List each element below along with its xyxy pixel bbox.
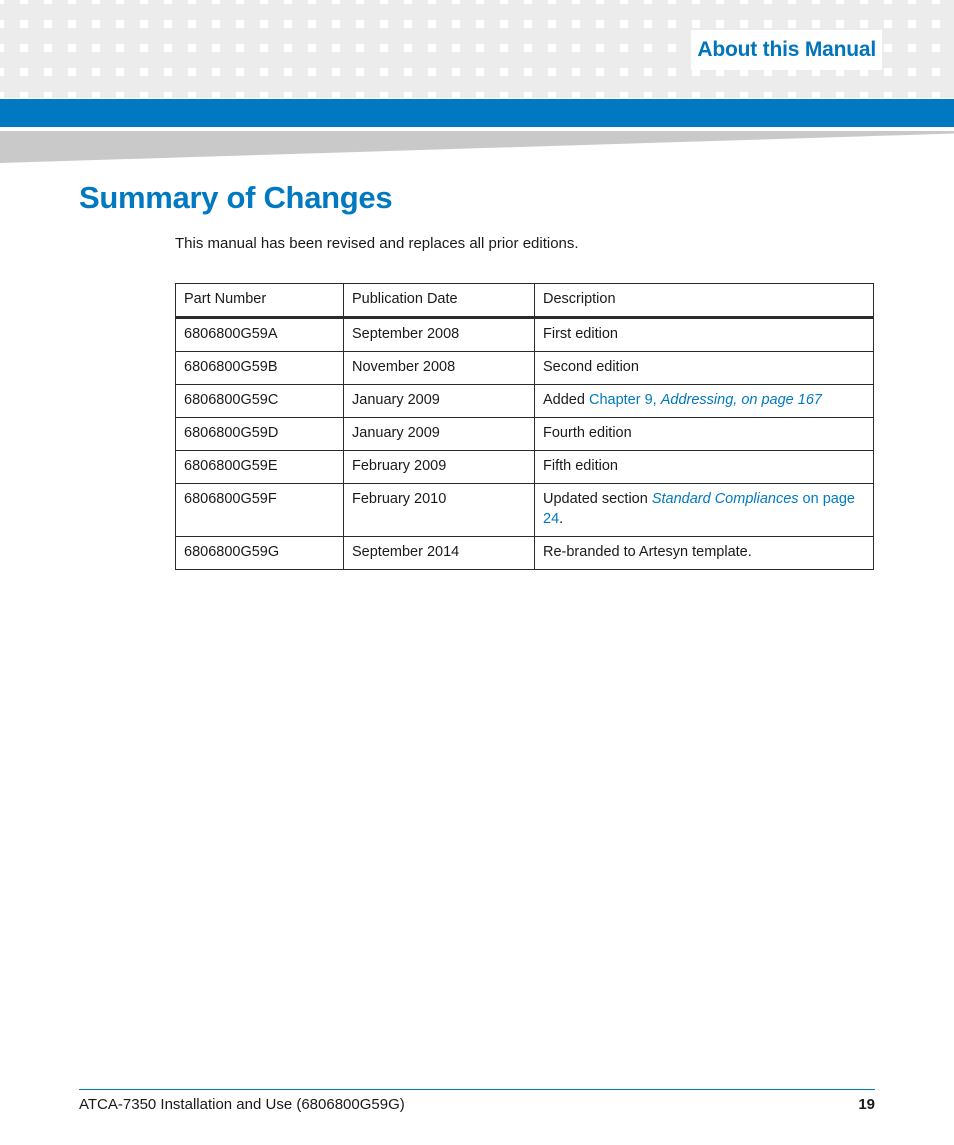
cell-part-number: 6806800G59G [176, 537, 344, 570]
header-gray-band [0, 131, 954, 163]
description-suffix: . [559, 511, 564, 527]
page-title: Summary of Changes [79, 180, 393, 215]
cell-description [535, 484, 874, 537]
table-row [176, 318, 874, 352]
cell-part-number: 6806800G59C [176, 385, 344, 418]
cell-publication-date: November 2008 [344, 352, 535, 385]
table-row [176, 418, 874, 451]
cell-description: Second edition [535, 352, 874, 385]
description-text: Added [543, 392, 589, 408]
footer-rule [79, 1089, 875, 1090]
chapter-9-link[interactable]: Chapter 9, [588, 392, 661, 408]
changes-table [175, 283, 874, 570]
cell-part-number: 6806800G59B [176, 352, 344, 385]
cell-publication-date: February 2010 [344, 484, 535, 537]
cell-part-number: 6806800G59A [176, 318, 344, 352]
table-header-row [176, 284, 874, 318]
cell-publication-date: January 2009 [344, 418, 535, 451]
intro-text: This manual has been revised and replaces all prior editions. [175, 235, 579, 252]
table-row [176, 537, 874, 570]
header-blue-bar [0, 99, 954, 127]
cell-publication-date: September 2008 [344, 318, 535, 352]
header-publication-date: Publication Date [344, 284, 535, 318]
header-title-box [691, 30, 882, 70]
cell-description: Fourth edition [535, 418, 874, 451]
cell-description: First edition [535, 318, 874, 352]
table-row [176, 352, 874, 385]
standard-compliances-link[interactable]: Standard Compliances [651, 491, 799, 507]
cell-part-number: 6806800G59E [176, 451, 344, 484]
cell-part-number: 6806800G59F [176, 484, 344, 537]
cell-description: Re-branded to Artesyn template. [535, 537, 874, 570]
cell-description: Fifth edition [535, 451, 874, 484]
cell-publication-date: January 2009 [344, 385, 535, 418]
footer-page-number: 19 [858, 1096, 875, 1113]
description-text: Updated section [543, 491, 652, 507]
cell-publication-date: February 2009 [344, 451, 535, 484]
table-row [176, 385, 874, 418]
header-part-number: Part Number [176, 284, 344, 318]
cell-publication-date: September 2014 [344, 537, 535, 570]
table-row [176, 484, 874, 537]
table-row [176, 451, 874, 484]
cell-part-number: 6806800G59D [176, 418, 344, 451]
cell-description [535, 385, 874, 418]
addressing-link[interactable]: Addressing, on page 167 [660, 392, 822, 408]
footer-document-title: ATCA-7350 Installation and Use (6806800G59G) [79, 1096, 405, 1113]
page-24-link[interactable]: on page 24 [543, 491, 855, 527]
header-title: About this Manual [697, 38, 876, 61]
header-description: Description [535, 284, 874, 318]
